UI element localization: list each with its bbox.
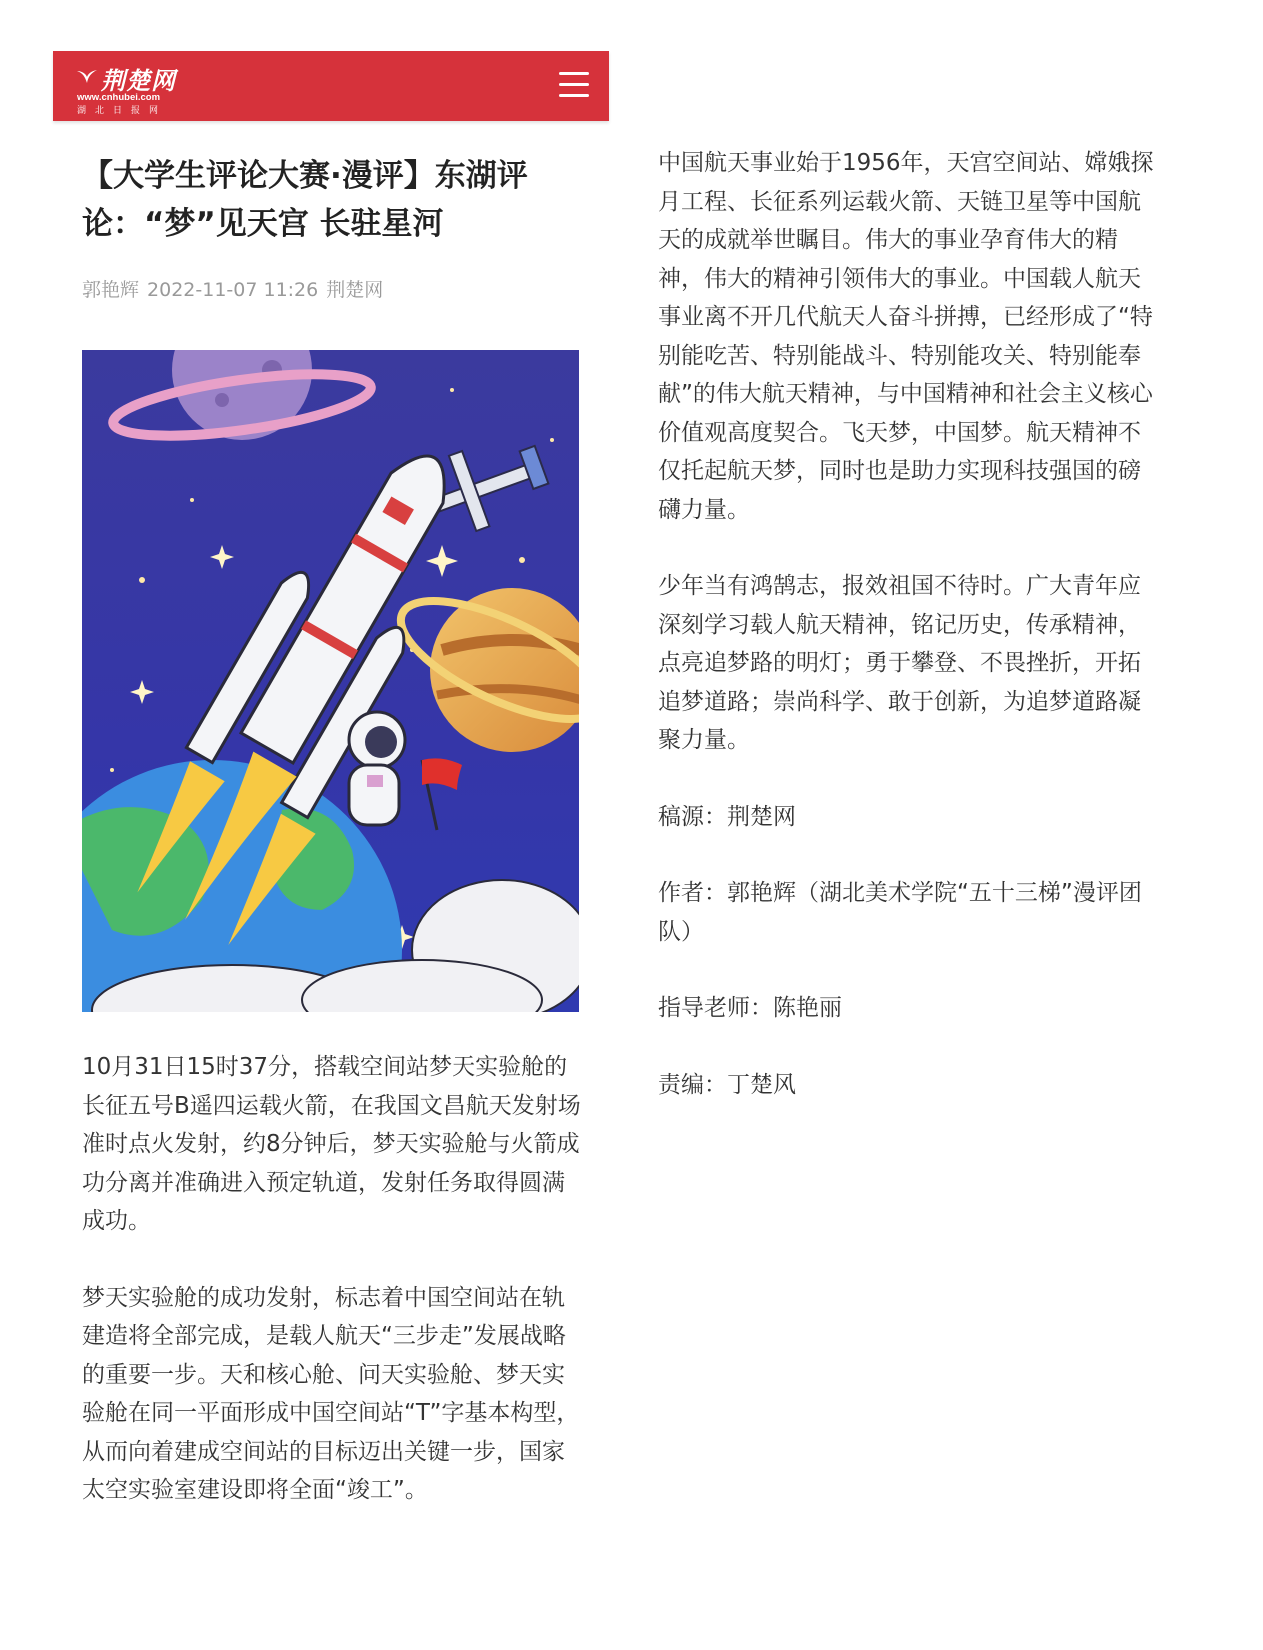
logo-name: 荆楚网 — [101, 66, 176, 95]
article-paragraph: 少年当有鸿鹄志，报效祖国不待时。广大青年应深刻学习载人航天精神，铭记历史，传承精神，点亮追梦路的明灯；勇于攀登、不畏挫折，开拓追梦道路；崇尚科学、敢于创新，为追梦道路凝聚力量。 — [658, 573, 1141, 753]
article-source-credit: 稿源：荆楚网 — [658, 803, 796, 830]
article-meta — [82, 275, 391, 302]
article-author: 郭艳辉 — [82, 279, 140, 301]
logo-bird-icon — [75, 65, 99, 89]
article-body-left — [82, 1048, 587, 1548]
article-illustration — [82, 350, 579, 1012]
article-editor-credit: 责编：丁楚风 — [658, 1071, 796, 1098]
article-date: 2022-11-07 11:26 — [147, 279, 319, 301]
hamburger-menu-icon[interactable] — [559, 72, 589, 98]
article-paragraph: 梦天实验舱的成功发射，标志着中国空间站在轨建造将全部完成，是载人航天“三步走”发展战略的重要一步。天和核心舱、问天实验舱、梦天实验舱在同一平面形成中国空间站“T”字基本构型，从而向着建成空间站的目标迈出关键一步，国家太空实验室建设即将全面“竣工”。 — [82, 1284, 580, 1503]
article-body-right — [658, 144, 1158, 1142]
article-source: 荆楚网 — [326, 279, 384, 301]
site-logo[interactable] — [75, 61, 215, 116]
site-header — [53, 51, 609, 121]
article-paragraph: 10月31日15时37分，搭载空间站梦天实验舱的长征五号B遥四运载火箭，在我国文昌航天发射场准时点火发射，约8分钟后，梦天实验舱与火箭成功分离并准确进入预定轨道，发射任务取得圆满成功。 — [82, 1054, 581, 1234]
article-title: 【大学生评论大赛·漫评】东湖评论：“梦”见天宫 长驻星河 — [82, 158, 528, 242]
article-author-credit: 作者：郭艳辉（湖北美术学院“五十三梯”漫评团队） — [658, 880, 1142, 945]
article-paragraph: 中国航天事业始于1956年，天宫空间站、嫦娥探月工程、长征系列运载火箭、天链卫星等中国航天的成就举世瞩目。伟大的事业孕育伟大的精神，伟大的精神引领伟大的事业。中国载人航天事业离不开几代航天人奋斗拼搏，已经形成了“特别能吃苦、特别能战斗、特别能攻关、特别能奉献”的伟大航天精神，与中国精神和社会主义核心价值观高度契合。飞天梦，中国梦。航天精神不仅托起航天梦，同时也是助力实现科技强国的磅礴力量。 — [658, 150, 1154, 523]
logo-url: www.cnhubei.com — [77, 92, 161, 103]
article-advisor-credit: 指导老师：陈艳丽 — [658, 995, 842, 1021]
logo-subtitle: 湖北日报网 — [77, 106, 168, 116]
